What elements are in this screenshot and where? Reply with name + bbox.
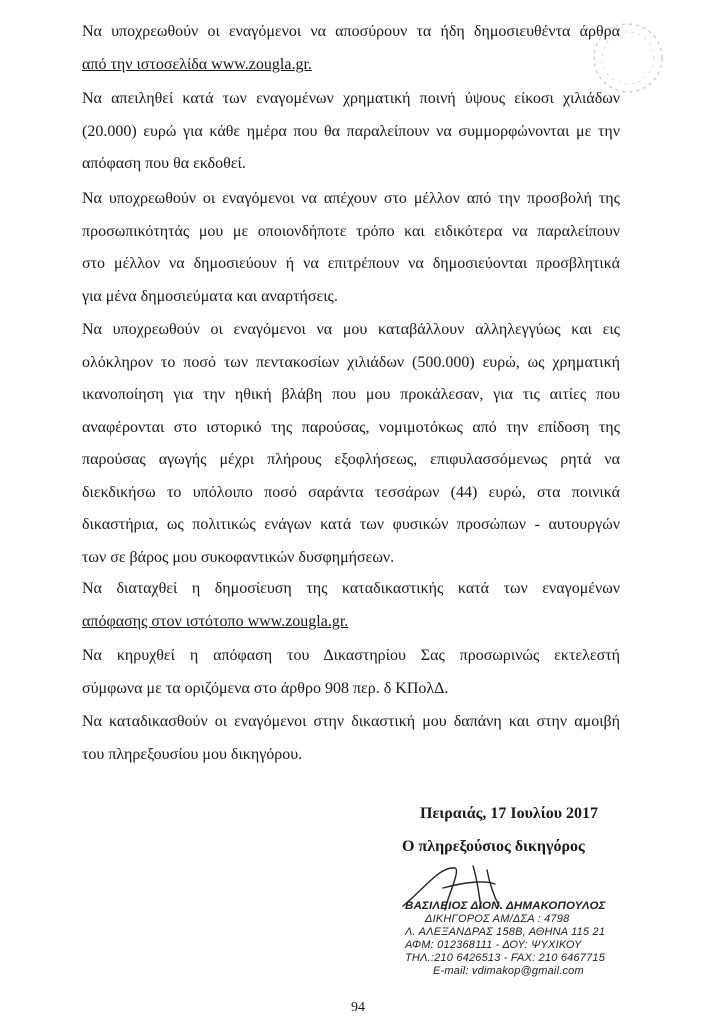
lawyer-stamp bbox=[405, 900, 635, 978]
stamp-name: ΒΑΣΙΛΕΙΟΣ ΔΙΟΝ. ΔΗΜΑΚΟΠΟΥΛΟΣ bbox=[405, 900, 606, 912]
text-line: Να καταδικασθούν οι εναγόμενοι στην δικαστική μου δαπάνη και στην αμοιβή bbox=[82, 713, 620, 730]
text-line: Να απειληθεί κατά των εναγομένων χρηματική ποινή ύψους είκοσι χιλιάδων bbox=[82, 90, 620, 107]
text-line: απόφαση που θα εκδοθεί. bbox=[82, 155, 246, 172]
stamp-address: Λ. ΑΛΕΞΑΝΔΡΑΣ 158Β, ΑΘΗΝΑ 115 21 bbox=[405, 926, 606, 938]
text-line: προσωπικότητάς μου με οποιονδήποτε τρόπο και ειδικότερα να παραλείπουν bbox=[82, 222, 620, 240]
text-line: δικαστήρια, ως πολιτικώς ενάγων κατά των φυσικών προσώπων - αυτουργών bbox=[82, 516, 620, 533]
stamp-email[interactable]: E-mail: vdimakop@gmail.com bbox=[433, 965, 584, 977]
paragraph-publish-judgment bbox=[82, 573, 620, 638]
closing-signatory-role: Ο πληρεξούσιος δικηγόρος bbox=[402, 838, 585, 855]
text-line: (20.000) ευρώ για κάθε ημέρα που θα παραλείπουν να συμμορφώνονται με την bbox=[82, 122, 620, 140]
text-line: των σε βάρος μου συκοφαντικών δυσφημήσεων. bbox=[82, 548, 395, 566]
text-line: Να υποχρεωθούν οι εναγόμενοι να μου καταβάλλουν αλληλεγγύως και εις bbox=[82, 321, 620, 338]
closing-date-place: Πειραιάς, 17 Ιουλίου 2017 bbox=[420, 805, 599, 822]
text-line: στο μέλλον να δημοσιεύουν ή να επιτρέπουν να δημοσιεύονται προσβλητικά bbox=[82, 255, 620, 272]
paragraph-daily-penalty bbox=[82, 83, 620, 181]
stamp-phones: ΤΗΛ.:210 6426513 - FAX: 210 6467715 bbox=[405, 952, 606, 964]
text-line: διεκδικήσω το υπόλοιπο ποσό σαράντα τεσσάρων (44) ευρώ, στα ποινικά bbox=[82, 483, 620, 501]
text-line: Να κηρυχθεί η απόφαση του Δικαστηρίου Σας προσωρινώς εκτελεστή bbox=[82, 647, 620, 664]
paragraph-court-costs bbox=[82, 706, 620, 771]
text-line: ολόκληρον το ποσό των πεντακοσίων χιλιάδων (500.000) ευρώ, ως χρηματική bbox=[82, 353, 620, 371]
paragraph-abstain-from-offense bbox=[82, 183, 620, 313]
text-line-link[interactable]: απόφασης στον ιστότοπο www.zougla.gr. bbox=[82, 612, 349, 630]
text-line: σύμφωνα με τα οριζόμενα στο άρθρο 908 περ. δ ΚΠολΔ. bbox=[82, 679, 449, 697]
text-line: αναφέρονται στο ιστορικό της παρούσας, νομιμοτόκως από την επίδοση της bbox=[82, 418, 620, 436]
text-line: Να υποχρεωθούν οι εναγόμενοι να απέχουν στο μέλλον από την προσβολή της bbox=[82, 190, 620, 207]
text-line: Να διαταχθεί η δημοσίευση της καταδικαστικής κατά των εναγομένων bbox=[82, 580, 620, 597]
stamp-tax: ΑΦΜ: 012368111 - ΔΟΥ: ΨΥΧΙΚΟΥ bbox=[405, 939, 582, 951]
paragraph-withdraw-articles bbox=[82, 16, 620, 81]
text-line: παρούσας αγωγής μέχρι πλήρους εξοφλήσεως, επιφυλασσόμενως ρητά να bbox=[82, 451, 620, 468]
paragraph-provisionally-enforceable bbox=[82, 640, 620, 705]
text-line: για μένα δημοσιεύματα και αναρτήσεις. bbox=[82, 287, 338, 305]
text-line: ικανοποίηση για την ηθική βλάβη που μου προκάλεσαν, για τις αιτίες που bbox=[82, 386, 620, 403]
text-line: του πληρεξουσίου μου δικηγόρου. bbox=[82, 745, 303, 763]
paragraph-compensation bbox=[82, 314, 620, 574]
page-number: 94 bbox=[351, 1000, 365, 1015]
text-line-link[interactable]: από την ιστοσελίδα www.zougla.gr. bbox=[82, 55, 312, 73]
stamp-title: ΔΙΚΗΓΟΡΟΣ ΑΜ/ΔΣΑ : 4798 bbox=[425, 913, 570, 925]
text-line: Να υποχρεωθούν οι εναγόμενοι να αποσύρουν τα ήδη δημοσιευθέντα άρθρα bbox=[82, 23, 620, 40]
